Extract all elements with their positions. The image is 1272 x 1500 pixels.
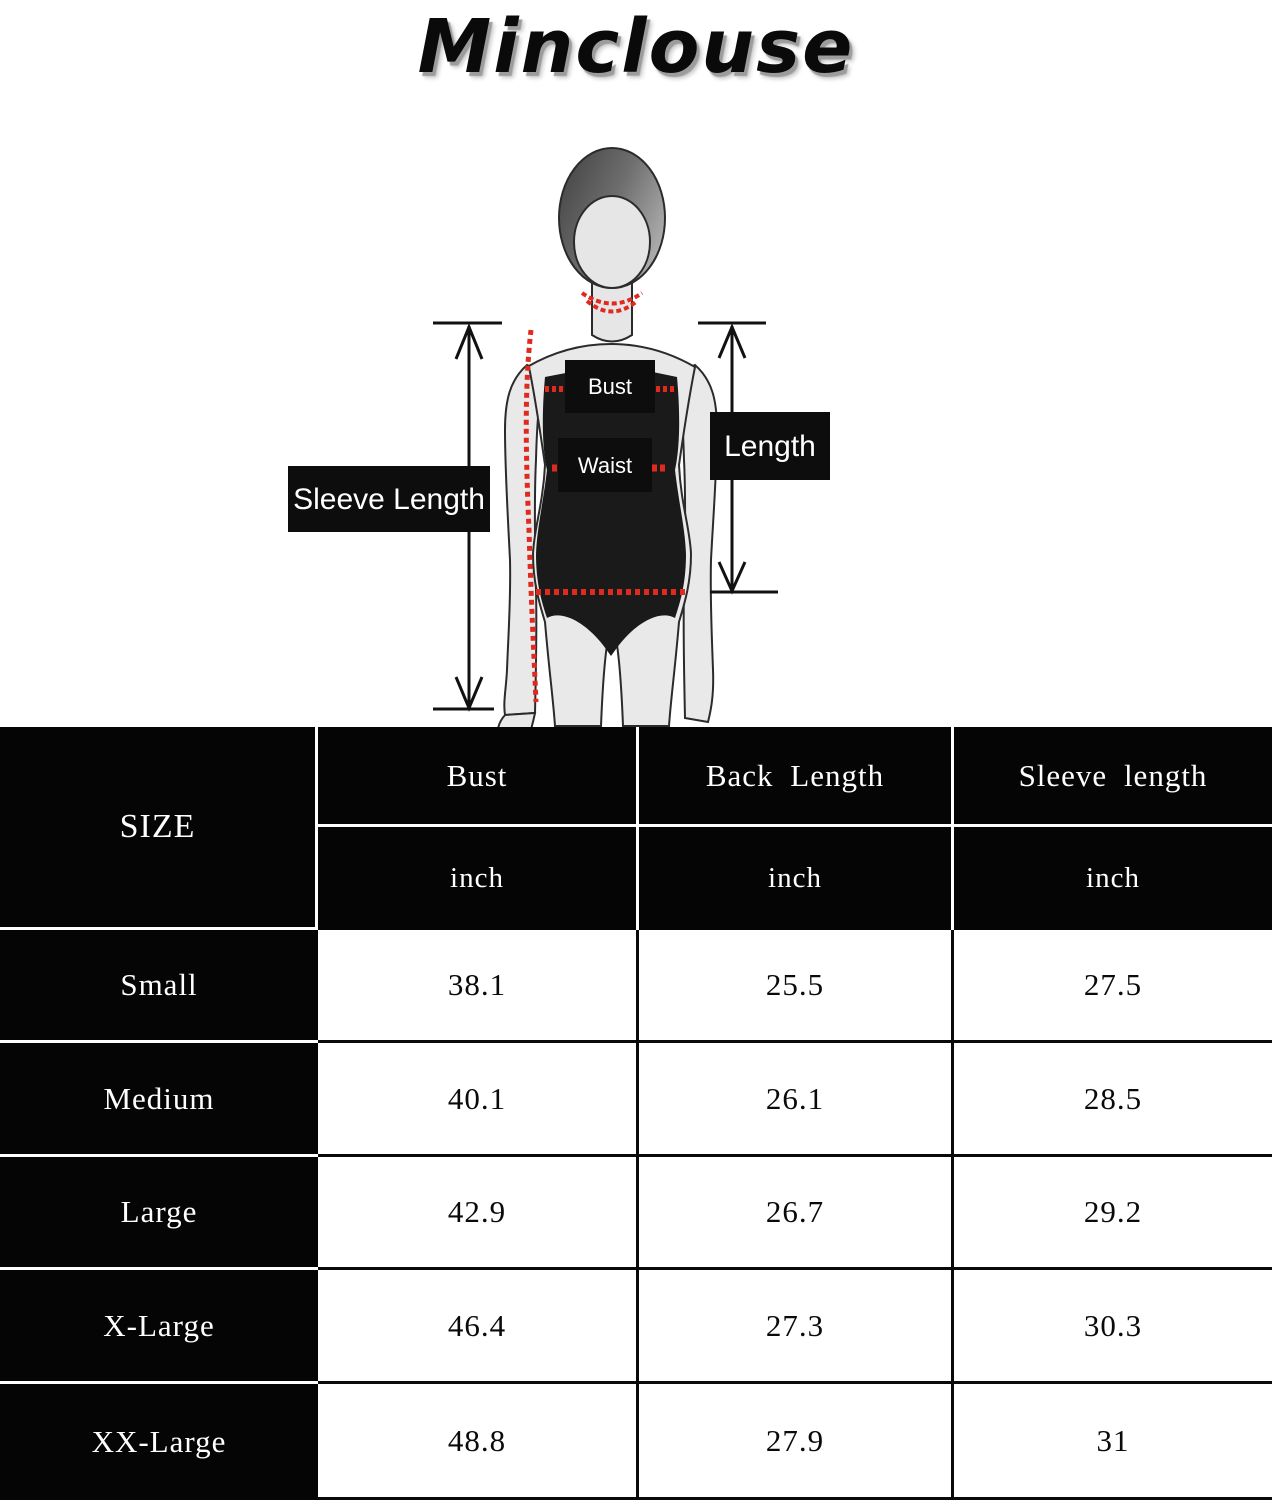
row-label-x-large: X-Large [0, 1270, 318, 1384]
value-cell: 27.3 [636, 1270, 951, 1384]
unit-cell: inch [636, 827, 951, 930]
measurement-diagram [0, 130, 1272, 727]
value-cell: 27.5 [951, 930, 1272, 1043]
column-header-back-length: Back Length [636, 727, 951, 827]
bodysuit [536, 371, 686, 656]
waist-label: Waist [577, 453, 633, 478]
length-label: Length [724, 430, 816, 463]
row-label-large: Large [0, 1157, 318, 1270]
unit-cell: inch [318, 827, 636, 930]
column-header-sleeve-length: Sleeve length [951, 727, 1272, 827]
size-table [0, 727, 1272, 1500]
value-cell: 26.7 [636, 1157, 951, 1270]
row-label-medium: Medium [0, 1043, 318, 1157]
value-cell: 31 [951, 1384, 1272, 1500]
bust-label: Bust [587, 374, 633, 399]
size-header-cell: SIZE [0, 727, 318, 930]
value-cell: 38.1 [318, 930, 636, 1043]
value-cell: 25.5 [636, 930, 951, 1043]
row-label-xx-large: XX-Large [0, 1384, 318, 1500]
row-label-small: Small [0, 930, 318, 1043]
value-cell: 48.8 [318, 1384, 636, 1500]
face [574, 196, 650, 288]
value-cell: 46.4 [318, 1270, 636, 1384]
value-cell: 30.3 [951, 1270, 1272, 1384]
left-hand [498, 713, 535, 727]
value-cell: 40.1 [318, 1043, 636, 1157]
value-cell: 42.9 [318, 1157, 636, 1270]
value-cell: 26.1 [636, 1043, 951, 1157]
value-cell: 27.9 [636, 1384, 951, 1500]
value-cell: 28.5 [951, 1043, 1272, 1157]
value-cell: 29.2 [951, 1157, 1272, 1270]
brand-title: Minclouse [417, 4, 855, 90]
sleeve-length-label: Sleeve Length [293, 483, 485, 516]
column-header-bust: Bust [318, 727, 636, 827]
unit-cell: inch [951, 827, 1272, 930]
